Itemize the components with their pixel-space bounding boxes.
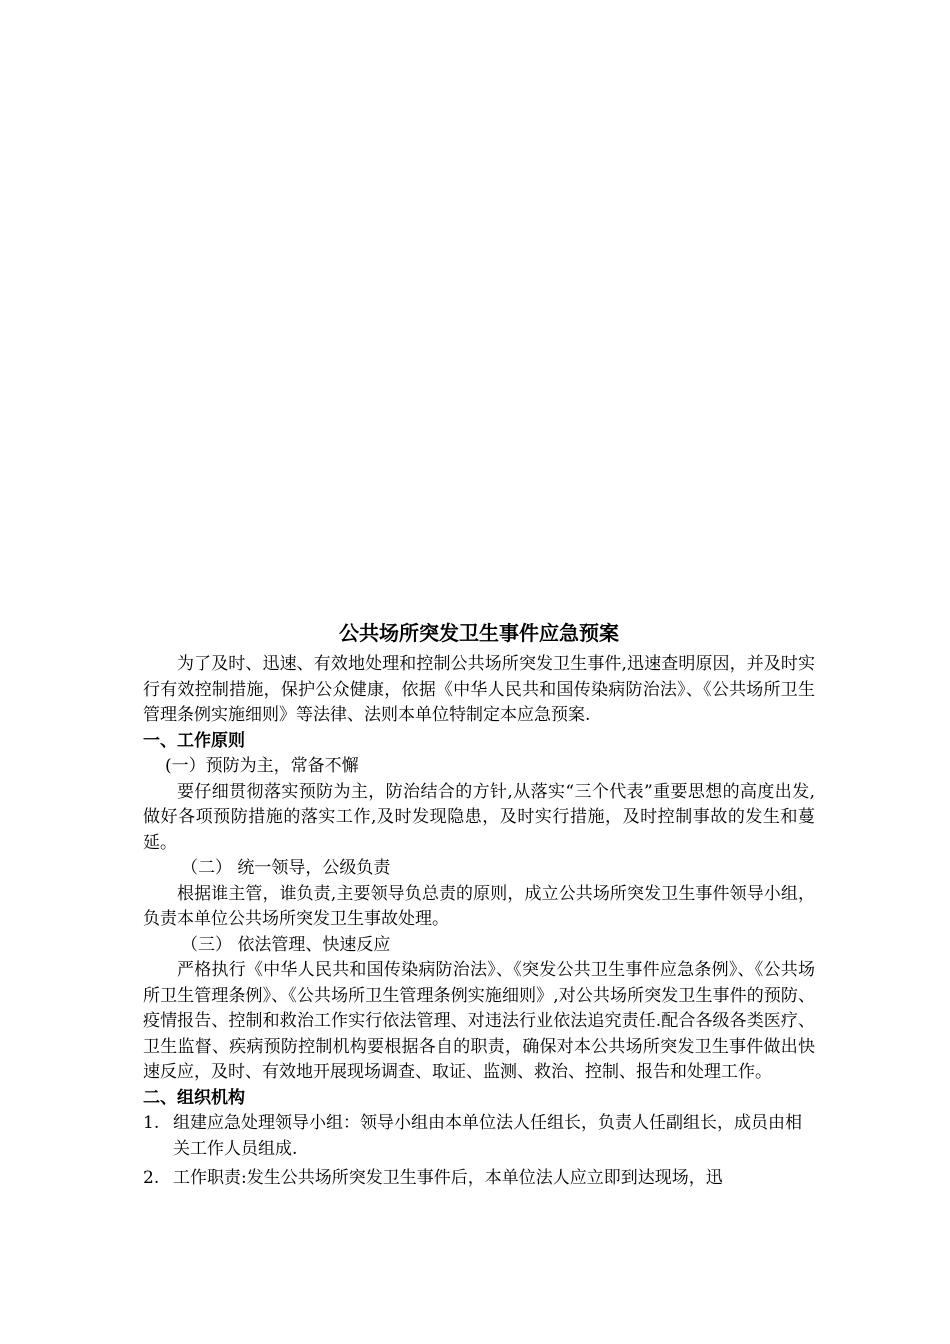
subsection-label-3: （三） 依法管理、快速反应 [181, 934, 391, 955]
list-item-text: 组建应急处理领导小组：领导小组由本单位法人任组长，负责人任副组长，成员由相关工作人员组成. [173, 1113, 802, 1159]
subsection-paragraph-2: 根据谁主管，谁负责,主要领导负总责的原则，成立公共场所突发卫生事件领导小组，负责本单位公共场所突发卫生事故处理。 [143, 883, 815, 929]
intro-paragraph: 为了及时、迅速、有效地处理和控制公共场所突发卫生事件,迅速查明原因，并及时实行有效控制措施，保护公众健康，依据《中华人民共和国传染病防治法》、《公共场所卫生管理条例实施细则》等法律、法则本单位特制定本应急预案. [143, 654, 815, 725]
list-item [143, 1166, 815, 1192]
subsection-paragraph-1: 要仔细贯彻落实预防为主，防治结合的方针,从落实“三个代表”重要思想的高度出发,做好各项预防措施的落实工作,及时发现隐患，及时实行措施，及时控制事故的发生和蔓延。 [143, 781, 815, 853]
list-item-number: 2. [143, 1168, 160, 1188]
section-heading-work-principles: 一、工作原则 [143, 730, 245, 751]
list-item-text: 工作职责:发生公共场所突发卫生事件后，本单位法人应立即到达现场，迅 [173, 1168, 723, 1188]
subsection-paragraph-3: 严格执行《中华人民共和国传染病防治法》、《突发公共卫生事件应急条例》、《公共场所卫生管理条例》、《公共场所卫生管理条例实施细则》,对公共场所突发卫生事件的预防、疫情报告、控制和救治工作实行依法管理、对违法行业依法追究责任.配合各级各类医疗、卫生监督、疾病预防控制机构要根据各自的职责，确保对本公共场所突发卫生事件做出快速反应，及时、有效地开展现场调查、取证、监测、救治、控制、报告和处理工作。 [143, 960, 815, 1082]
document-title: 公共场所突发卫生事件应急预案 [339, 621, 619, 645]
list-item-number: 1. [143, 1113, 160, 1133]
subsection-label-1: (一）预防为主，常备不懈 [165, 756, 359, 776]
document-body [143, 616, 815, 1196]
organization-list [143, 1111, 815, 1192]
list-item [143, 1111, 815, 1162]
subsection-label-2: （二） 统一领导，公级负责 [181, 858, 391, 878]
section-heading-organization: 二、组织机构 [143, 1087, 245, 1108]
